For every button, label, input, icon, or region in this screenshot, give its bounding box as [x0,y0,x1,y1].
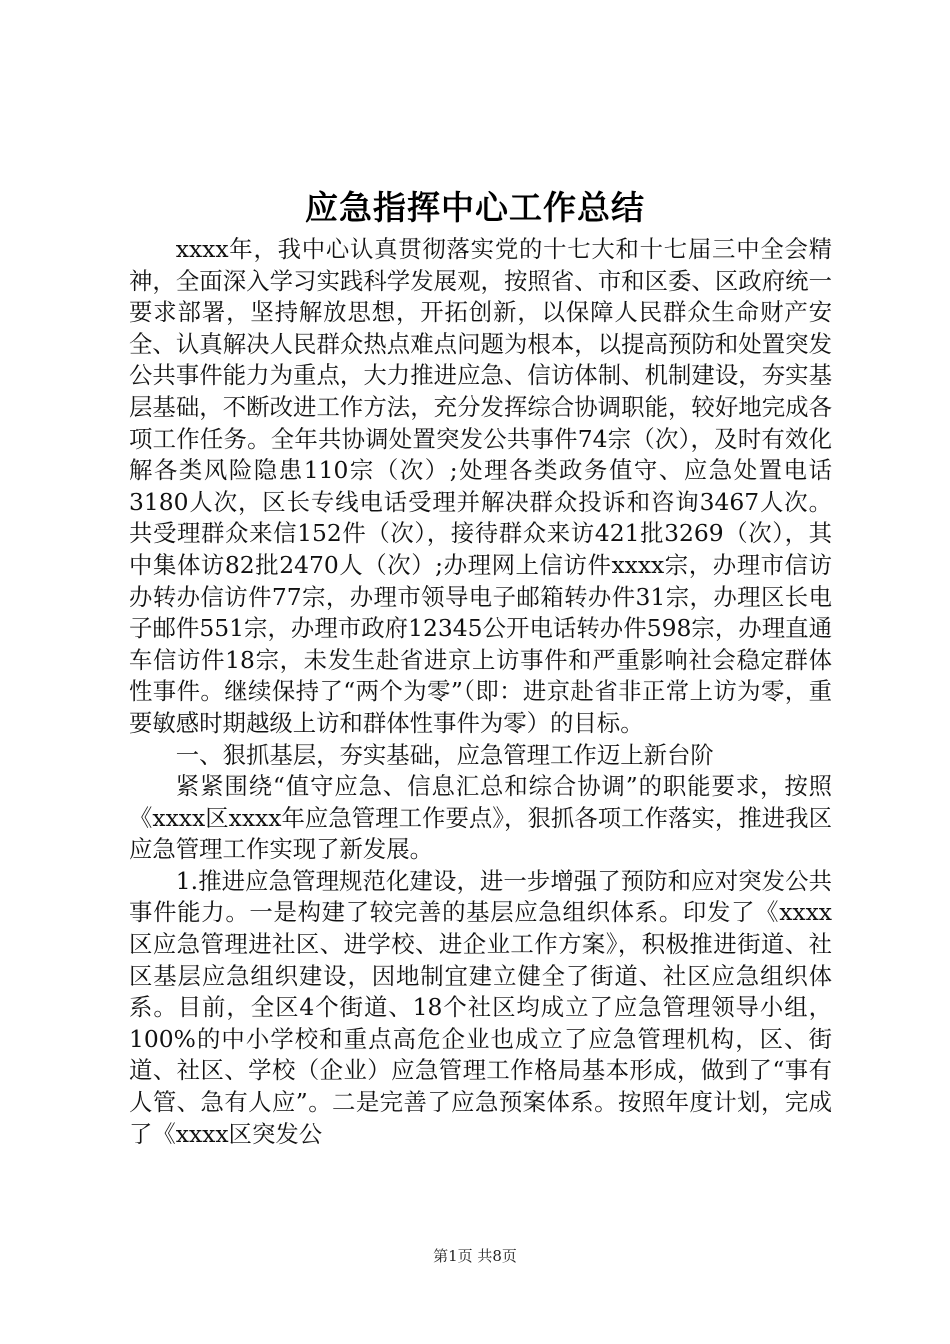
paragraph-item-1: 1.推进应急管理规范化建设，进一步增强了预防和应对突发公共事件能力。一是构建了较完善的基层应急组织体系。印发了《xxxx区应急管理进社区、进学校、进企业工作方案》，积极推进街道、社区基层应急组织建设，因地制宜建立健全了街道、社区应急组织体系。目前，全区4个街道、18个社区均成立了应急管理领导小组，100%的中小学校和重点高危企业也成立了应急管理机构，区、街道、社区、学校（企业）应急管理工作格局基本形成，做到了“事有人管、急有人应”。二是完善了应急预案体系。按照年度计划，完成了《xxxx区突发公 [129,866,832,1148]
paragraph-section-1-intro: 紧紧围绕“值守应急、信息汇总和综合协调”的职能要求，按照《xxxx区xxxx年应急管理工作要点》，狠抓各项工作落实，推进我区应急管理工作实现了新发展。 [129,772,832,864]
section-heading-1: 一、狠抓基层，夯实基础，应急管理工作迈上新台阶 [175,740,714,769]
paragraph-summary: xxxx年，我中心认真贯彻落实党的十七大和十七届三中全会精神，全面深入学习实践科学发展观，按照省、市和区委、区政府统一要求部署，坚持解放思想，开拓创新，以保障人民群众生命财产安全、认真解决人民群众热点难点问题为根本，以提高预防和处置突发公共事件能力为重点，大力推进应急、信访体制、机制建设，夯实基层基础，不断改进工作方法，充分发挥综合协调职能，较好地完成各项工作任务。全年共协调处置突发公共事件74宗（次），及时有效化解各类风险隐患110宗（次）;处理各类政务值守、应急处置电话3180人次，区长专线电话受理并解决群众投诉和咨询3467人次。共受理群众来信152件（次），接待群众来访421批3269（次），其中集体访82批2470人（次）;办理网上信访件xxxx宗，办理市信访办转办信访件77宗，办理市领导电子邮箱转办件31宗，办理区长电子邮件551宗，办理市政府12345公开电话转办件598宗，办理直通车信访件18宗，未发生赴省进京上访事件和严重影响社会稳定群体性事件。继续保持了“两个为零”（即：进京赴省非正常上访为零，重要敏感时期越级上访和群体性事件为零）的目标。 [129,235,832,737]
page-indicator: 第1页 共8页 [433,1247,517,1265]
document-title: 应急指挥中心工作总结 [305,188,645,227]
document-body [129,234,832,1150]
